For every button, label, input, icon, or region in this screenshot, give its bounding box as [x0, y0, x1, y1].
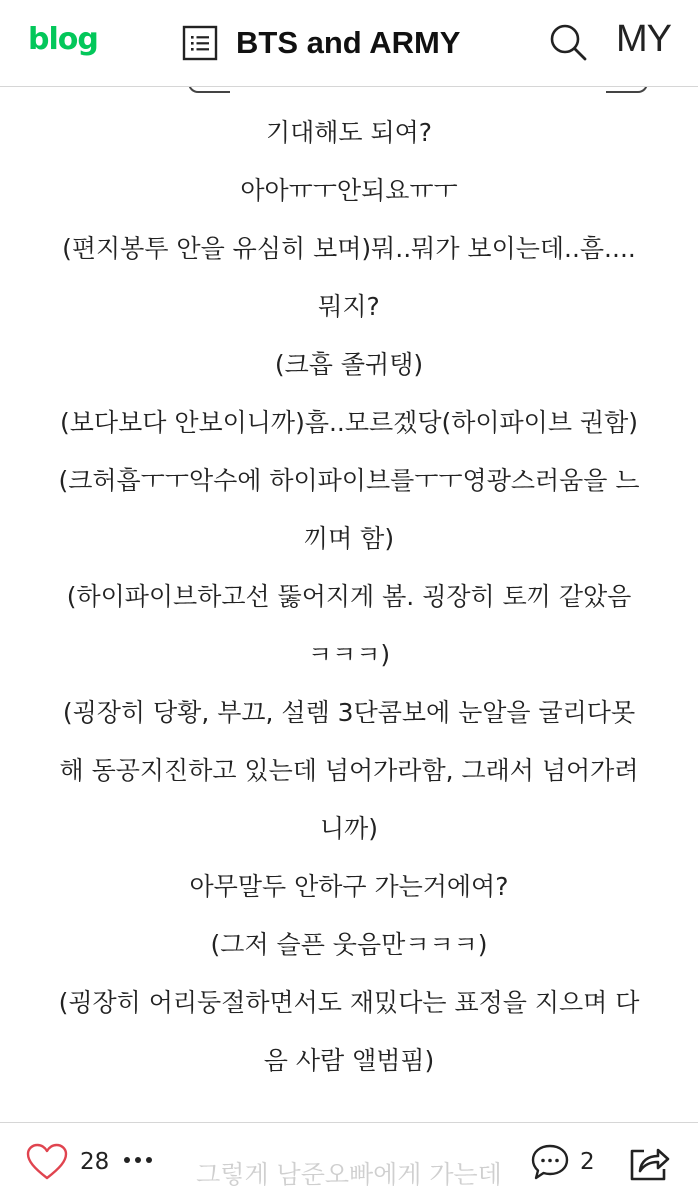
post-line: ㅋㅋㅋ)	[307, 640, 391, 669]
blog-logo[interactable]: blog	[28, 22, 98, 57]
faded-post-line: 그렇게 남준오빠에게 가는데	[196, 1160, 502, 1189]
post-body	[0, 87, 698, 1117]
post-line: (하이파이브하고선 뚫어지게 봄. 굉장히 토끼 같았음	[66, 582, 632, 611]
post-line: (보다보다 안보이니까)흠..모르겠당(하이파이브 권함)	[60, 408, 638, 437]
search-icon[interactable]	[548, 22, 588, 62]
post-line: 해 동공지진하고 있는데 넘어가라함, 그래서 넘어가려	[59, 756, 639, 785]
post-line: 기대해도 되여?	[265, 118, 433, 147]
post-line: (크흡 졸귀탱)	[274, 350, 424, 379]
post-line: (굉장히 어리둥절하면서도 재밌다는 표정을 지으며 다	[58, 988, 640, 1017]
comment-count: 2	[580, 1149, 595, 1175]
heart-icon[interactable]	[26, 1143, 68, 1181]
post-line: (크허흡ㅜㅜ악수에 하이파이브를ㅜㅜ영광스러움을 느	[58, 466, 640, 495]
bottom-action-bar	[0, 1122, 698, 1201]
post-line: 음 사람 앨범핌)	[263, 1046, 435, 1075]
comment-button[interactable]	[530, 1143, 595, 1181]
post-line: 아아ㅠㅜ안되요ㅠㅜ	[240, 176, 458, 205]
post-line: 아무말두 안하구 가는거에여?	[189, 872, 509, 901]
comment-icon[interactable]	[530, 1143, 570, 1181]
post-line: 끼며 함)	[303, 524, 395, 553]
post-line: (굉장히 당황, 부끄, 설렘 3단콤보에 눈알을 굴리다못	[62, 698, 636, 727]
share-icon[interactable]	[628, 1141, 670, 1183]
post-line: 뭐지?	[318, 292, 380, 321]
like-count: 28	[80, 1149, 110, 1175]
top-bar	[0, 0, 698, 87]
blog-title-group[interactable]	[182, 22, 460, 64]
post-line: (편지봉투 안을 유심히 보며)뭐..뭐가 보이는데..흠....	[62, 234, 636, 263]
post-line: 니까)	[319, 814, 379, 843]
like-button[interactable]	[26, 1143, 109, 1181]
my-menu-button[interactable]: MY	[616, 18, 671, 60]
list-icon[interactable]	[182, 25, 218, 61]
more-icon[interactable]	[124, 1157, 152, 1163]
post-text	[28, 87, 670, 1090]
post-line: (그저 슬픈 웃음만ㅋㅋㅋ)	[210, 930, 488, 959]
blog-title[interactable]: BTS and ARMY	[236, 25, 461, 60]
